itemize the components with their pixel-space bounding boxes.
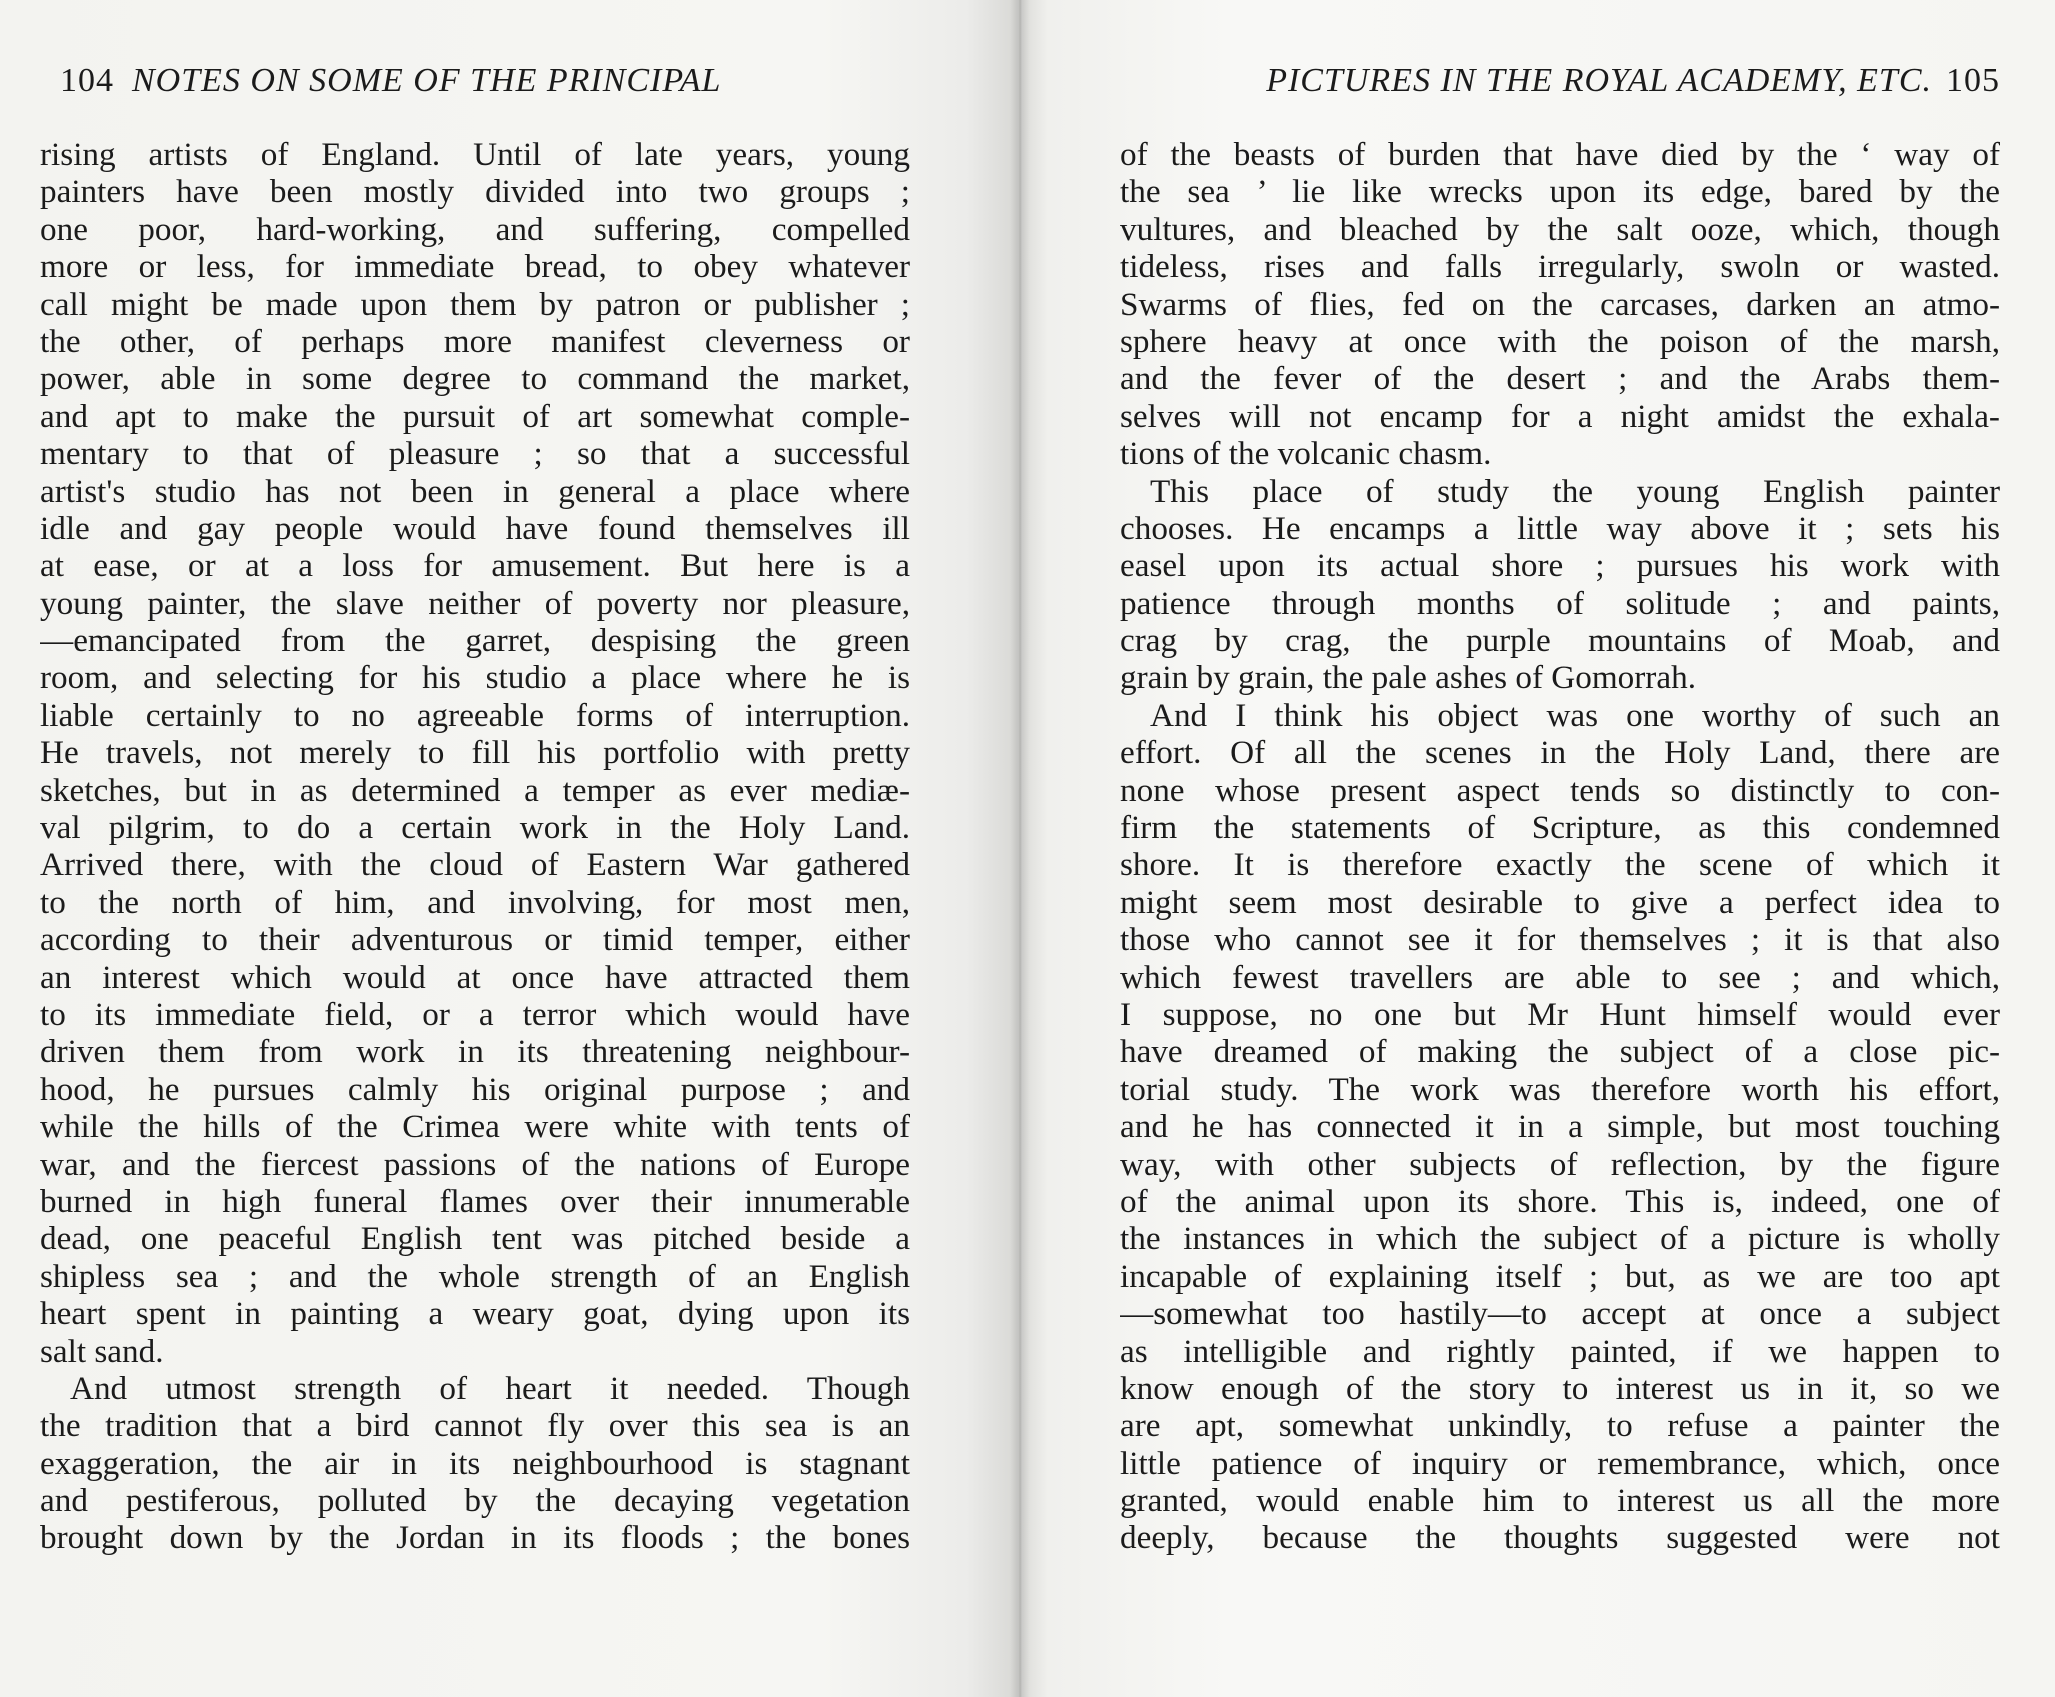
- text-line: And I think his object was one worthy of such an: [1150, 696, 2000, 734]
- text-line: dead, one peaceful English tent was pitched beside a: [40, 1220, 910, 1258]
- text-line: liable certainly to no agreeable forms of interruption.: [40, 696, 910, 734]
- text-line: to its immediate field, or a terror which would have: [40, 995, 910, 1033]
- text-line: heart spent in painting a weary goat, dying upon its: [40, 1295, 910, 1333]
- text-line: I suppose, no one but Mr Hunt himself would ever: [1120, 995, 2000, 1033]
- text-line: deeply, because the thoughts suggested were not: [1120, 1519, 2000, 1557]
- text-line: painters have been mostly divided into two groups ;: [40, 173, 910, 211]
- text-line: Swarms of flies, fed on the carcases, darken an atmo-: [1120, 285, 2000, 323]
- text-line: which fewest travellers are able to see ; and which,: [1120, 958, 2000, 996]
- text-line: might seem most desirable to give a perfect idea to: [1120, 883, 2000, 921]
- left-body-text: [40, 136, 910, 1557]
- text-line: are apt, somewhat unkindly, to refuse a painter the: [1120, 1407, 2000, 1445]
- right-page: [1120, 0, 2000, 1697]
- text-line: hood, he pursues calmly his original purpose ; and: [40, 1070, 910, 1108]
- text-line: firm the statements of Scripture, as this condemned: [1120, 809, 2000, 847]
- text-line: the other, of perhaps more manifest cleverness or: [40, 322, 910, 360]
- text-line: brought down by the Jordan in its floods ; the bones: [40, 1519, 910, 1557]
- text-line: artist's studio has not been in general a place where: [40, 472, 910, 510]
- text-line: driven them from work in its threatening neighbour-: [40, 1033, 910, 1071]
- text-line: granted, would enable him to interest us all the more: [1120, 1482, 2000, 1520]
- text-line: This place of study the young English painter: [1150, 472, 2000, 510]
- text-line: have dreamed of making the subject of a close pic-: [1120, 1033, 2000, 1071]
- text-line: patience through months of solitude ; and paints,: [1120, 584, 2000, 622]
- text-line: exaggeration, the air in its neighbourhood is stagnant: [40, 1444, 910, 1482]
- text-line: Arrived there, with the cloud of Eastern War gathered: [40, 846, 910, 884]
- left-page: [40, 0, 910, 1697]
- right-page-number: 105: [1946, 62, 2000, 99]
- text-line: none whose present aspect tends so distinctly to con-: [1120, 771, 2000, 809]
- text-line: while the hills of the Crimea were white with tents of: [40, 1108, 910, 1146]
- text-line: call might be made upon them by patron or publisher ;: [40, 285, 910, 323]
- text-line: war, and the fiercest passions of the nations of Europe: [40, 1145, 910, 1183]
- text-line: crag by crag, the purple mountains of Moab, and: [1120, 622, 2000, 660]
- text-line: room, and selecting for his studio a place where he is: [40, 659, 910, 697]
- text-line: to the north of him, and involving, for most men,: [40, 883, 910, 921]
- left-running-title: NOTES ON SOME OF THE PRINCIPAL: [132, 62, 722, 99]
- text-line: of the animal upon its shore. This is, indeed, one of: [1120, 1182, 2000, 1220]
- text-line: according to their adventurous or timid temper, either: [40, 921, 910, 959]
- text-line: and apt to make the pursuit of art somewhat comple-: [40, 397, 910, 435]
- text-line: an interest which would at once have attracted them: [40, 958, 910, 996]
- text-line: torial study. The work was therefore worth his effort,: [1120, 1070, 2000, 1108]
- left-running-head: [60, 62, 910, 100]
- right-running-head: [1128, 62, 2000, 100]
- text-line: and pestiferous, polluted by the decaying vegetation: [40, 1482, 910, 1520]
- left-page-number: 104: [60, 62, 114, 99]
- right-body-text: [1120, 136, 2000, 1557]
- text-line: one poor, hard-working, and suffering, compelled: [40, 210, 910, 248]
- text-line: shipless sea ; and the whole strength of an English: [40, 1257, 910, 1295]
- text-line: incapable of explaining itself ; but, as we are too apt: [1120, 1257, 2000, 1295]
- text-line: vultures, and bleached by the salt ooze, which, though: [1120, 210, 2000, 248]
- text-line: val pilgrim, to do a certain work in the Holy Land.: [40, 809, 910, 847]
- text-line: mentary to that of pleasure ; so that a successful: [40, 435, 910, 473]
- text-line: tions of the volcanic chasm.: [1120, 435, 1492, 473]
- text-line: He travels, not merely to fill his portfolio with pretty: [40, 734, 910, 772]
- text-line: selves will not encamp for a night amidst the exhala-: [1120, 397, 2000, 435]
- text-line: burned in high funeral flames over their innumerable: [40, 1182, 910, 1220]
- text-line: effort. Of all the scenes in the Holy Land, there are: [1120, 734, 2000, 772]
- text-line: at ease, or at a loss for amusement. But here is a: [40, 547, 910, 585]
- text-line: chooses. He encamps a little way above it ; sets his: [1120, 509, 2000, 547]
- text-line: young painter, the slave neither of poverty nor pleasure,: [40, 584, 910, 622]
- right-running-title: PICTURES IN THE ROYAL ACADEMY, ETC.: [1266, 62, 1932, 99]
- text-line: power, able in some degree to command the market,: [40, 360, 910, 398]
- text-line: —somewhat too hastily—to accept at once a subject: [1120, 1295, 2000, 1333]
- text-line: —emancipated from the garret, despising the green: [40, 622, 910, 660]
- text-line: those who cannot see it for themselves ; it is that also: [1120, 921, 2000, 959]
- text-line: And utmost strength of heart it needed. Though: [70, 1369, 910, 1407]
- text-line: sketches, but in as determined a temper as ever mediæ-: [40, 771, 910, 809]
- text-line: sphere heavy at once with the poison of the marsh,: [1120, 322, 2000, 360]
- text-line: grain by grain, the pale ashes of Gomorrah.: [1120, 659, 1696, 697]
- text-line: the sea ’ lie like wrecks upon its edge, bared by the: [1120, 173, 2000, 211]
- text-line: way, with other subjects of reflection, by the figure: [1120, 1145, 2000, 1183]
- book-gutter: [1010, 0, 1030, 1697]
- text-line: as intelligible and rightly painted, if we happen to: [1120, 1332, 2000, 1370]
- text-line: easel upon its actual shore ; pursues his work with: [1120, 547, 2000, 585]
- text-line: idle and gay people would have found themselves ill: [40, 509, 910, 547]
- text-line: the instances in which the subject of a picture is wholly: [1120, 1220, 2000, 1258]
- text-line: tideless, rises and falls irregularly, swoln or wasted.: [1120, 248, 2000, 286]
- text-line: and he has connected it in a simple, but most touching: [1120, 1108, 2000, 1146]
- text-line: little patience of inquiry or remembrance, which, once: [1120, 1444, 2000, 1482]
- text-line: the tradition that a bird cannot fly over this sea is an: [40, 1407, 910, 1445]
- text-line: more or less, for immediate bread, to obey whatever: [40, 248, 910, 286]
- text-line: of the beasts of burden that have died by the ‘ way of: [1120, 136, 2000, 173]
- text-line: shore. It is therefore exactly the scene of which it: [1120, 846, 2000, 884]
- text-line: salt sand.: [40, 1332, 164, 1370]
- text-line: and the fever of the desert ; and the Arabs them-: [1120, 360, 2000, 398]
- text-line: rising artists of England. Until of late years, young: [40, 136, 910, 173]
- text-line: know enough of the story to interest us in it, so we: [1120, 1369, 2000, 1407]
